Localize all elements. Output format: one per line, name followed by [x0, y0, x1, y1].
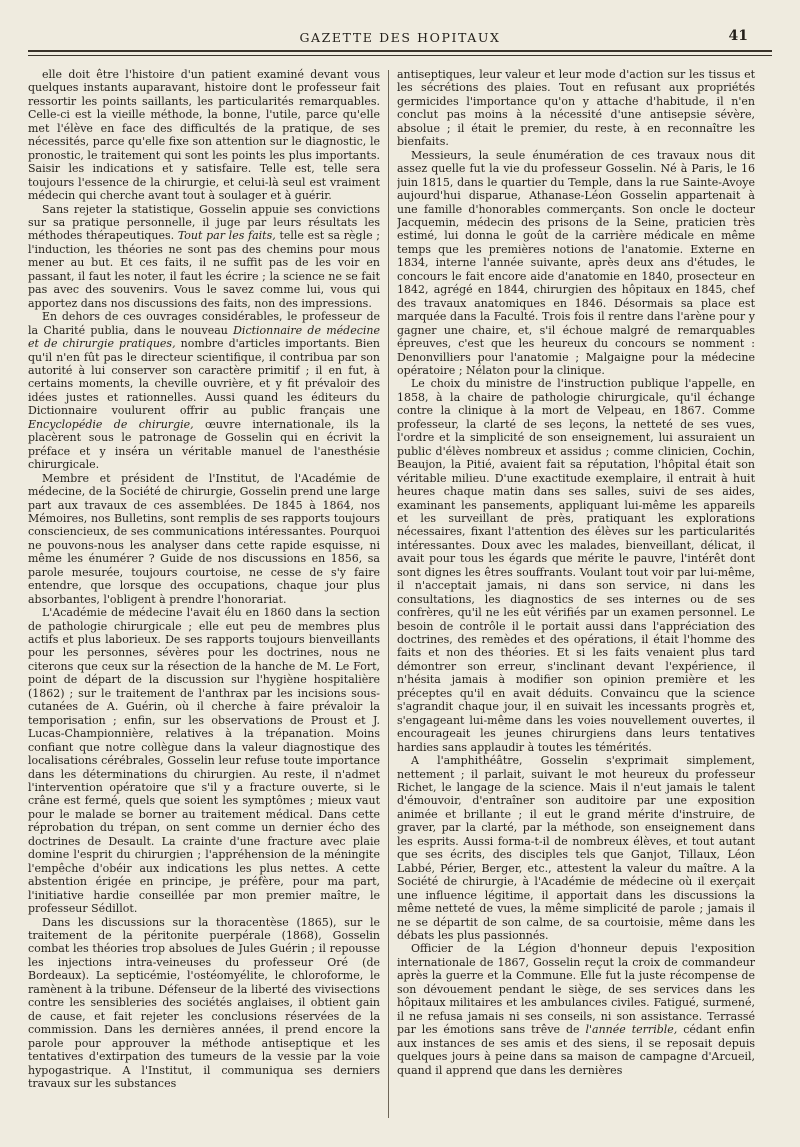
left-column	[28, 68, 380, 1128]
page-number: 41	[728, 28, 748, 44]
paragraph	[397, 68, 755, 149]
text-run: Messieurs, la seule énumération de ces travaux nous dit assez quelle fut la vie du professeur Gosselin. Né à Paris, le 16 juin 1815, dans le quartier du Temple, dans la rue Sainte-Avoye aujourd'hui disparue, Athanase-Léon Gosselin appartenait à une famille d'honorables commerçants. Son oncle le docteur Jacquemin, médecin des prisons de la Seine, praticien très estimé, lui donna le goût de la carrière médicale en même temps que les premières notions de l'anatomie. Externe en 1834, interne l'année suivante, après deux ans d'études, le concours le fait encore aide d'anatomie en 1840, prosecteur en 1842, agrégé en 1844, chirurgien des hôpitaux en 1845, chef des travaux anatomiques en 1846. Désormais sa place est marquée dans la Faculté. Trois fois il rentre dans l'arène pour y gagner une chaire, et, s'il échoue malgré de remarquables épreuves, c'est que les heureux du concours se nomment : Denonvilliers pour l'anatomie ; Malgaigne pour la médecine opératoire ; Nélaton pour la clinique.	[397, 148, 755, 377]
paragraph	[397, 754, 755, 942]
text-run: œuvre internationale, ils la placèrent sous le patronage de Gosselin qui en écrivit la préface et y inséra un véritable manuel de l'anesthésie chirurgicale.	[28, 417, 380, 472]
paragraph	[28, 310, 380, 471]
paragraph	[397, 377, 755, 754]
text-run: elle doit être l'histoire d'un patient examiné devant vous quelques instants auparavant, histoire dont le professeur fait ressortir les points saillants, les particularités remarquables. Celle-ci est la vieille méthode, la bonne, l'utile, parce qu'elle met l'élève en face des difficultés de la pratique, de ses nécessités, parce qu'elle fixe son attention sur le diagnostic, le pronostic, le traitement qui sont les points les plus importants. Saisir les indications et y satisfaire. Telle est, telle sera toujours l'essence de la chirurgie, et celui-là seul est vraiment médecin qui cherche avant tout à soulager et à guérir.	[28, 68, 380, 203]
running-title: GAZETTE DES HOPITAUX	[299, 30, 501, 45]
paragraph	[28, 472, 380, 607]
column-divider	[388, 70, 389, 1118]
text-run: Officier de la Légion d'honneur depuis l'exposition internationale de 1867, Gosselin reçut la croix de commandeur après la guerre et la Commune. Elle fut la juste récompense de son dévouement pendant le siège, de ses services dans les hôpitaux militaires et les ambulances civiles. Fatigué, surmené, il ne refusa jamais ni ses conseils, ni son assistance. Terrassé par les émotions sans trêve de	[397, 942, 755, 1037]
paragraph	[397, 942, 755, 1077]
italic-text: Dictionnaire de médecine et de chirurgie pratiques,	[28, 323, 380, 351]
paragraph	[28, 606, 380, 915]
text-run: A l'amphithéâtre, Gosselin s'exprimait simplement, nettement ; il parlait, suivant le mot heureux du professeur Richet, le langage de la science. Mais il n'eut jamais le talent d'émouvoir, d'entraîner son auditoire par une exposition animée et brillante ; il eut le grand mérite d'instruire, de graver, par la clarté, par la méthode, son enseignement dans les esprits. Aussi forma-t-il de nombreux élèves, et tout autant que ses écrits, des disciples tels que Ganjot, Tillaux, Léon Labbé, Périer, Berger, etc., attestent la valeur du maître. A la Société de chirurgie, à l'Académie de médecine où il exerçait une influence légitime, il apportait dans les discussions la même netteté de vues, la même simplicité de parole ; jamais il ne se départit de son calme, de sa courtoisie, même dans les débats les plus passionnés.	[397, 754, 755, 942]
text-run: antiseptiques, leur valeur et leur mode d'action sur les tissus et les sécrétions des plaies. Tout en refusant aux propriétés germicides l'importance qu'on y attache d'habitude, il n'en conclut pas moins à la nécessité d'une antisepsie sévère, absolue ; il était le premier, du reste, à en reconnaître les bienfaits.	[397, 68, 755, 149]
italic-text: Tout par les faits,	[177, 229, 276, 243]
text-run: nombre d'articles importants. Bien qu'il n'en fût pas le directeur scientifique, il contribua par son autorité à lui conserver son caractère primitif ; il en fut, à certains moments, la cheville ouvrière, et y fit prévaloir des idées justes et rationnelles. Aussi quand les éditeurs du Dictionnaire voulurent offrir au public français une	[28, 337, 380, 418]
text-run: Dans les discussions sur la thoracentèse (1865), sur le traitement de la péritonite puerpérale (1868), Gosselin combat les théories trop absolues de Jules Guérin ; il repousse les injections intra-veineuses du professeur Oré (de Bordeaux). La septicémie, l'ostéomyélite, le chloroforme, le ramènent à la tribune. Défenseur de la liberté des vivisections contre les sensibleries des sociétés anglaises, il obtient gain de cause, et fait rejeter les conclusions réservées de la commission. Dans les dernières années, il prend encore la parole pour approuver la méthode antiseptique et les tentatives d'extirpation des tumeurs de la vessie par la voie hypogastrique. A l'Institut, il communiqua ses derniers travaux sur les substances	[28, 915, 380, 1090]
page-header	[24, 22, 776, 52]
italic-text: l'année terrible,	[585, 1023, 678, 1037]
text-run: En dehors de ces ouvrages considérables, le professeur de la Charité publia, dans le nouveau	[28, 310, 380, 337]
header-rule-thick	[28, 50, 772, 52]
right-column	[397, 68, 755, 1128]
paragraph	[397, 149, 755, 378]
text-run: L'Académie de médecine l'avait élu en 1860 dans la section de pathologie chirurgicale ; elle eut peu de membres plus actifs et plus laborieux. De ses rapports toujours bienveillants pour les personnes, sévères pour les doctrines, nous ne citerons que ceux sur la résection de la hanche de M. Le Fort, point de départ de la discussion sur l'hygiène hospitalière (1862) ; sur le traitement de l'anthrax par les incisions sous-cutanées de A. Guérin, où il cherche à faire prévaloir la temporisation ; enfin, sur les observations de Proust et J. Lucas-Championnière, relatives à la trépanation. Moins confiant que notre collègue dans la valeur diagnostique des localisations cérébrales, Gosselin leur refuse toute importance dans les déterminations du chirurgien. Au reste, il n'admet l'intervention opératoire que s'il y a fracture ouverte, si le crâne est fermé, quels que soient les symptômes ; mieux vaut pour le malade se borner au traitement médical. Dans cette réprobation du trépan, on sent comme un dernier écho des doctrines de Desault. La crainte d'une fracture avec plaie domine l'esprit du chirurgien ; l'appréhension de la méningite l'empêche d'obéir aux indications les plus nettes. A cette abstention érigée en principe, je préfère, pour ma part, l'initiative hardie conseillée par mon premier maître, le professeur Sédillot.	[28, 606, 380, 916]
italic-text: Encyclopédie de chirurgie,	[28, 417, 194, 431]
text-run: cédant enfin aux instances de ses amis et des siens, il se reposait depuis quelques jours à peine dans sa maison de campagne d'Arcueil, quand il apprend que dans les dernières	[397, 1023, 755, 1077]
paragraph	[28, 203, 380, 311]
header-rule-thin	[28, 55, 772, 56]
text-run: telle est sa règle ; l'induction, les théories ne sont pas des chemins pour mous mener au but. Et ces faits, il ne suffit pas de les voir en passant, il faut les noter, il faut les écrire ; la science ne se fait pas avec des souvenirs. Vous le savez comme lui, vous qui apportez dans nos discussions des faits, non des impressions.	[28, 229, 380, 310]
paragraph	[28, 916, 380, 1091]
text-run: Sans rejeter la statistique, Gosselin appuie ses convictions sur sa pratique personnelle, il juge par leurs résultats les méthodes thérapeutiques.	[28, 202, 380, 243]
paragraph	[28, 68, 380, 203]
text-run: Membre et président de l'Institut, de l'Académie de médecine, de la Société de chirurgie, Gosselin prend une large part aux travaux de ces assemblées. De 1845 à 1864, nos Mémoires, nos Bulletins, sont remplis de ses rapports toujours consciencieux, de ses communications intéressantes. Pourquoi ne pouvons-nous les analyser dans cette rapide esquisse, ni même les énumérer ? Guide de nos discussions en 1856, sa parole mesurée, toujours courtoise, ne cesse de s'y faire entendre, que lorsque des occupations, chaque jour plus absorbantes, l'obligent à prendre l'honorariat.	[28, 471, 380, 606]
text-run: Le choix du ministre de l'instruction publique l'appelle, en 1858, à la chaire de pathologie chirurgicale, qu'il échange contre la clinique à la mort de Velpeau, en 1867. Comme professeur, la clarté de ses leçons, la netteté de ses vues, l'ordre et la simplicité de son enseignement, lui assuraient un public d'élèves nombreux et assidus ; comme clinicien, Cochin, Beaujon, la Pitié, avaient fait sa réputation, l'hôpital était son véritable milieu. D'une exactitude exemplaire, il entrait à huit heures chaque matin dans ses salles, suivi de ses aides, examinant les pansements, appliquant lui-même les appareils et les surveillant de près, pratiquant les explorations nécessaires, fixant l'attention des élèves sur les particularités intéressantes. Doux avec les malades, bienveillant, délicat, il avait pour tous les égards que mérite le pauvre, l'intérêt dont sont dignes les êtres souffrants. Voulant tout voir par lui-même, il n'acceptait jamais, ni dans son service, ni dans les consultations, les diagnostics de ses internes ou de ses confrères, qu'il ne les eût vérifiés par un examen personnel. Le besoin de contrôle il le portait aussi dans l'appréciation des doctrines, des remèdes et des opérations, il était l'homme des faits et non des théories. Et si les faits venaient plus tard démontrer son erreur, s'inclinant devant l'expérience, il n'hésita jamais à modifier son opinion première et les préceptes qu'il en avait déduits. Convaincu que la science s'agrandit chaque jour, il en suivait les incessants progrès et, s'engageant lui-même dans les voies nouvellement ouvertes, il encourageait les jeunes chirurgiens dans leurs tentatives hardies sans applaudir à toutes les témérités.	[397, 377, 755, 754]
